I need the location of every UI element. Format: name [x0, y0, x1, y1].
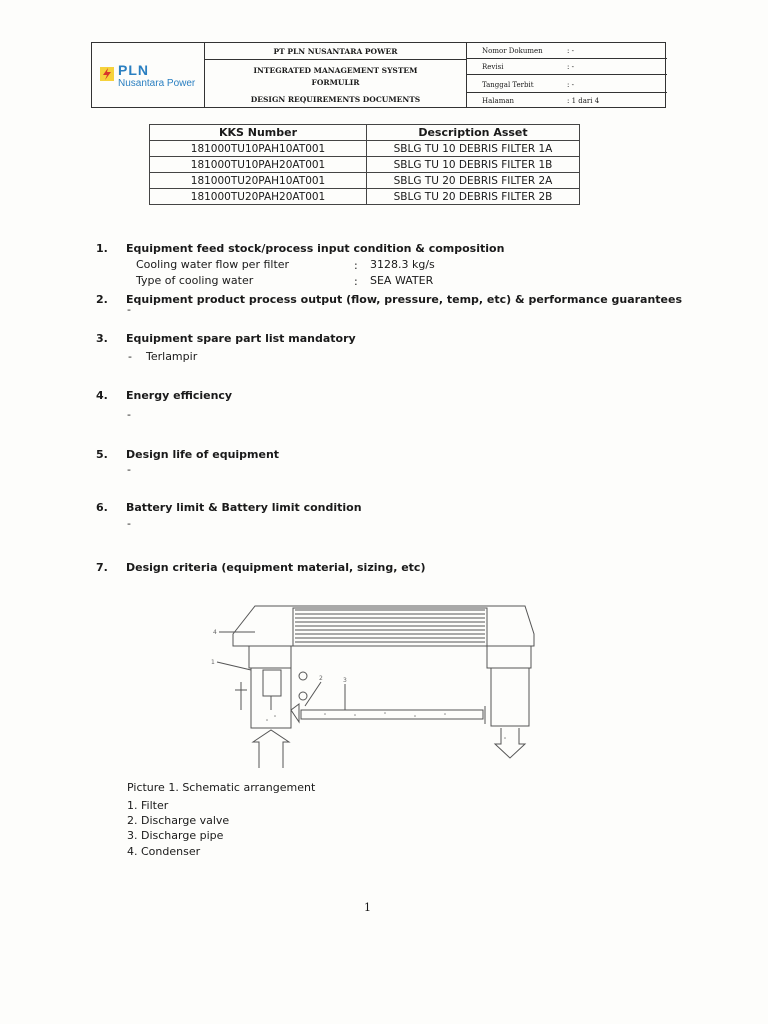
- header-title-cell: [205, 43, 467, 107]
- section-number: 6.: [96, 501, 108, 514]
- column-header: KKS Number: [150, 125, 367, 141]
- section-title: Design criteria (equipment material, sizing, etc): [126, 561, 426, 574]
- kks-table: [149, 124, 580, 205]
- field-row: [467, 59, 667, 75]
- param-sep: :: [354, 259, 358, 272]
- section-number: 2.: [96, 293, 108, 306]
- list-item: Terlampir: [146, 350, 198, 363]
- list-item: 3. Discharge pipe: [127, 829, 224, 842]
- section-title: Equipment feed stock/process input condition & composition: [126, 242, 505, 255]
- section-title: Equipment product process output (flow, pressure, temp, etc) & performance guarantees: [126, 293, 683, 306]
- logo-cell: [92, 43, 205, 107]
- dash: -: [128, 350, 132, 363]
- asset-cell: SBLG TU 10 DEBRIS FILTER 1B: [367, 157, 580, 173]
- pln-lightning-icon: [100, 67, 114, 81]
- field-value: : -: [567, 63, 574, 71]
- section-title: Design life of equipment: [126, 448, 280, 461]
- list-item: 4. Condenser: [127, 845, 201, 858]
- logo-text: PLN: [118, 62, 149, 78]
- section-number: 1.: [96, 242, 108, 255]
- kks-cell: 181000TU20PAH20AT001: [150, 189, 367, 205]
- section-title: Equipment spare part list mandatory: [126, 332, 356, 345]
- column-header: Description Asset: [367, 125, 580, 141]
- document-header: [91, 42, 666, 108]
- schematic-diagram: [205, 598, 540, 770]
- param-sep: :: [354, 275, 358, 288]
- inlet-box: [249, 646, 291, 668]
- field-row: [467, 75, 667, 93]
- table-row: [150, 173, 580, 189]
- field-value: : -: [567, 47, 574, 55]
- section-number: 7.: [96, 561, 108, 574]
- kks-cell: 181000TU10PAH10AT001: [150, 141, 367, 157]
- doc-type: DESIGN REQUIREMENTS DOCUMENTS: [250, 95, 421, 104]
- param-label: Cooling water flow per filter: [136, 258, 290, 271]
- param-value: SEA WATER: [370, 274, 434, 287]
- kks-cell: 181000TU20PAH10AT001: [150, 173, 367, 189]
- header-fields: [467, 43, 667, 107]
- figure-caption: Picture 1. Schematic arrangement: [127, 781, 316, 794]
- logo-subtitle: Nusantara Power: [118, 78, 196, 89]
- dash: -: [127, 303, 131, 316]
- valve-symbol: [299, 692, 307, 700]
- section-number: 3.: [96, 332, 108, 345]
- callout-label: 4: [213, 629, 217, 636]
- list-item: 1. Filter: [127, 799, 169, 812]
- param-value: 3128.3 kg/s: [370, 258, 435, 271]
- section-title: Battery limit & Battery limit condition: [126, 501, 362, 514]
- table-header-row: [150, 125, 580, 141]
- form-label: FORMULIR: [311, 78, 360, 87]
- company-name: PT PLN NUSANTARA POWER: [205, 43, 466, 60]
- field-value: : 1 dari 4: [567, 97, 600, 105]
- inlet-arrow: [253, 730, 289, 768]
- kks-cell: 181000TU10PAH20AT001: [150, 157, 367, 173]
- param-label: Type of cooling water: [136, 274, 254, 287]
- dash: -: [127, 463, 131, 476]
- section-title: Energy efficiency: [126, 389, 233, 402]
- debris-dots: [266, 712, 506, 739]
- section-number: 5.: [96, 448, 108, 461]
- field-value: : -: [567, 81, 574, 89]
- dash: -: [127, 517, 131, 530]
- field-key: Revisi: [482, 63, 504, 71]
- asset-cell: SBLG TU 20 DEBRIS FILTER 2B: [367, 189, 580, 205]
- tube-bundle: [293, 608, 487, 646]
- asset-cell: SBLG TU 10 DEBRIS FILTER 1A: [367, 141, 580, 157]
- list-item: 2. Discharge valve: [127, 814, 230, 827]
- dash: -: [127, 408, 131, 421]
- table-row: [150, 141, 580, 157]
- field-row: [467, 43, 667, 59]
- table-row: [150, 189, 580, 205]
- field-key: Nomor Dokumen: [482, 47, 543, 55]
- filter-element: [263, 670, 281, 696]
- callout-label: 1: [211, 659, 215, 666]
- callout-label: 3: [343, 677, 347, 684]
- field-key: Tanggal Terbit: [482, 81, 534, 89]
- discharge-pipe: [301, 710, 483, 719]
- asset-cell: SBLG TU 20 DEBRIS FILTER 2A: [367, 173, 580, 189]
- outlet-box: [487, 646, 531, 668]
- valve-symbol: [299, 672, 307, 680]
- system-name: INTEGRATED MANAGEMENT SYSTEM: [253, 66, 418, 75]
- outlet-leg: [491, 668, 529, 726]
- outlet-arrow: [495, 728, 525, 758]
- callout-label: 2: [319, 675, 323, 682]
- table-row: [150, 157, 580, 173]
- section-number: 4.: [96, 389, 108, 402]
- page-number: 1: [364, 901, 371, 914]
- field-row: [467, 93, 667, 109]
- field-key: Halaman: [482, 97, 515, 105]
